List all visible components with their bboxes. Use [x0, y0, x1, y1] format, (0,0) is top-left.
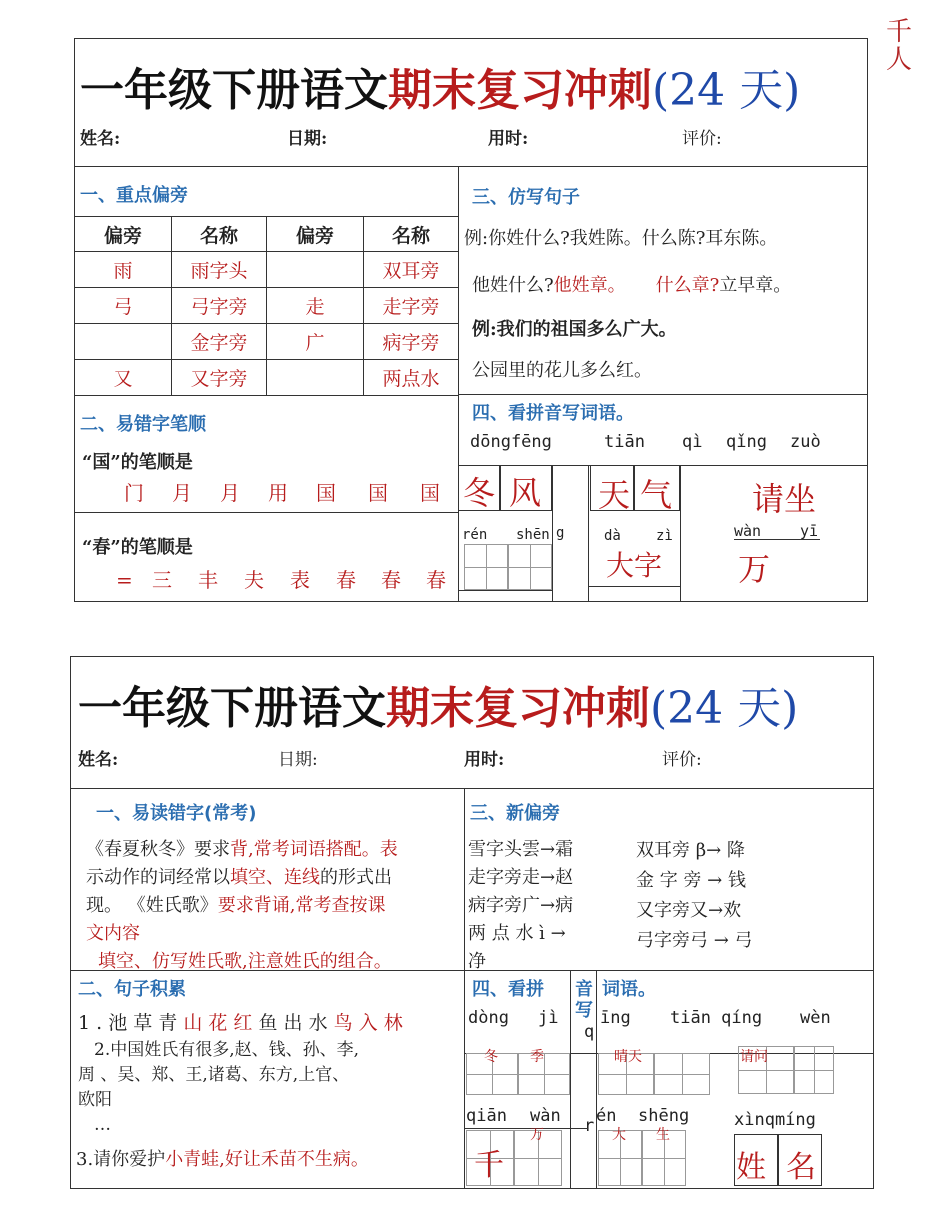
pinyin: qǐng	[726, 432, 767, 452]
text-run: 鸟 入 林	[333, 1012, 403, 1034]
stroke-step: =	[116, 568, 133, 592]
pinyin: dòng	[468, 1008, 509, 1028]
sentence-3	[76, 1145, 369, 1171]
pinyin: rén	[462, 527, 488, 543]
table-cell: 走	[267, 288, 364, 324]
text-run: 要求背诵,常考查按课	[217, 895, 386, 916]
table-cell: 走字旁	[364, 288, 459, 324]
table-cell: 又字旁	[172, 360, 267, 396]
pinyin-line	[470, 432, 821, 452]
divider	[74, 512, 458, 513]
pinyin: īng	[600, 1008, 631, 1028]
answer-part: 他姓章。	[553, 275, 626, 296]
radical-line: 双耳旁 β→ 降	[636, 840, 745, 861]
divider	[70, 788, 874, 789]
pinyin: shēn	[516, 527, 550, 543]
heading-part: 四、看拼	[472, 979, 544, 1000]
corner-watermark: 千人	[886, 17, 913, 75]
answer-char: 大	[612, 1127, 626, 1143]
table-row	[75, 288, 459, 324]
divider	[552, 465, 553, 602]
text-run: 2.中国姓氏有很多,赵、钱、孙、李,	[94, 1040, 360, 1060]
pinyin: dōngfēng	[470, 432, 552, 452]
radicals-table	[74, 216, 459, 396]
stroke-answer-chun	[116, 564, 446, 593]
text-run: 《春夏秋冬》要求	[86, 839, 230, 860]
new-radicals-left	[468, 836, 608, 976]
answer-word: 请问	[740, 1049, 768, 1065]
misread-paragraph	[86, 836, 462, 976]
pinyin: yī	[800, 522, 819, 540]
table-cell: 病字旁	[364, 324, 459, 360]
divider	[464, 1128, 588, 1129]
section-heading-pinyin: 四、看拼音写词语。	[472, 403, 634, 424]
stroke-step: 月	[220, 481, 240, 505]
divider	[458, 590, 552, 591]
pinyin: wàn	[530, 1106, 561, 1126]
text-run: 山 花 红	[183, 1012, 253, 1034]
imitate-answer-1	[472, 271, 791, 297]
answer-part: 什么章?	[655, 275, 720, 296]
section-heading-imitate: 三、仿写句子	[472, 187, 580, 208]
table-cell: 弓	[75, 288, 172, 324]
name-label: 姓名:	[80, 129, 121, 149]
radical-line: 又字旁又→欢	[636, 900, 742, 921]
table-header: 偏旁	[267, 217, 364, 252]
text-run: 填空、连线	[230, 867, 320, 888]
table-cell: 雨字头	[172, 252, 267, 288]
pinyin: én	[596, 1106, 617, 1126]
pinyin: xìnqmíng	[734, 1110, 816, 1130]
stroke-step: 表	[290, 568, 310, 592]
section-heading-sentences: 二、句子积累	[78, 979, 186, 1000]
eval-label: 评价:	[682, 129, 722, 149]
stroke-step: 国	[316, 481, 336, 505]
table-cell: 雨	[75, 252, 172, 288]
answer-word: 大字	[606, 549, 663, 582]
heading-part: 写	[575, 1000, 593, 1021]
writing-grid	[464, 544, 508, 590]
text-run: 文内容	[86, 923, 140, 944]
text-run: 示动作的词经常以	[86, 867, 230, 888]
stroke-step: 春	[381, 568, 401, 592]
text-run: 背,常考词语搭配。表	[230, 839, 398, 860]
stroke-step: 国	[368, 481, 388, 505]
title-part-black: 一年级下册语文	[80, 65, 388, 116]
pinyin: shēng	[638, 1106, 690, 1126]
divider	[74, 166, 868, 167]
radical-line: 弓字旁弓 → 弓	[636, 930, 753, 951]
stroke-question-guo: “国”的笔顺是	[82, 452, 193, 473]
writing-grid	[508, 544, 552, 590]
section-heading-stroke-order: 二、易错字笔顺	[80, 414, 206, 435]
heading-part: 词语。	[602, 979, 656, 1000]
stroke-question-chun: “春”的笔顺是	[82, 537, 193, 558]
divider	[458, 394, 868, 395]
answer-char: 千	[474, 1148, 504, 1183]
answer-char: 气	[640, 476, 673, 514]
sentence-1	[78, 1008, 403, 1035]
stroke-step: 门	[124, 481, 144, 505]
answer-char: 姓	[736, 1150, 766, 1185]
answer-char: 风	[509, 474, 542, 512]
stroke-step: 夫	[244, 568, 264, 592]
writing-grid	[794, 1046, 834, 1094]
pinyin: q	[584, 1022, 595, 1042]
table-header: 偏旁	[75, 217, 172, 252]
table-cell: 广	[267, 324, 364, 360]
pinyin: tiān	[604, 432, 645, 452]
time-label: 用时:	[464, 750, 505, 770]
divider	[570, 970, 571, 1189]
text-run: 3.请你爱护	[76, 1149, 166, 1170]
pinyin: g	[556, 525, 565, 541]
table-cell	[267, 360, 364, 396]
divider	[680, 465, 681, 602]
text-run: …	[94, 1115, 111, 1135]
table-cell: 两点水	[364, 360, 459, 396]
stroke-answer-guo	[124, 477, 440, 506]
answer-char: 万	[738, 550, 771, 588]
text-run: 现。 《姓氏歌》	[86, 895, 218, 916]
text-run: 填空、仿写姓氏歌,注意姓氏的组合。	[98, 951, 392, 972]
divider	[734, 539, 820, 540]
answer-part: 立早章。	[719, 275, 792, 296]
imitate-example-1: 例:你姓什么?我姓陈。什么陈?耳东陈。	[464, 228, 778, 249]
answer-char: 万	[530, 1127, 544, 1143]
pinyin: qiān	[466, 1106, 507, 1126]
answer-char: 名	[786, 1150, 816, 1185]
time-label: 用时:	[488, 129, 529, 149]
writing-grid	[518, 1053, 570, 1095]
text-run: 的形式出	[320, 867, 392, 888]
pinyin: wàn	[734, 522, 762, 540]
text-run: 周 、吴、郑、王,诸葛、东方,上官、	[78, 1065, 350, 1085]
table-row	[75, 324, 459, 360]
pinyin: r	[584, 1116, 595, 1136]
name-label: 姓名:	[78, 750, 119, 770]
heading-part: 音	[575, 979, 593, 1000]
stroke-step: 国	[420, 481, 440, 505]
writing-grid	[654, 1053, 710, 1095]
table-row	[75, 360, 459, 396]
title-part-blue: (24 天)	[652, 65, 801, 116]
title-part-blue: (24 天)	[650, 683, 799, 734]
radical-line: 净	[468, 951, 486, 972]
pinyin: tiān qíng	[670, 1008, 763, 1028]
answer-word: 晴天	[614, 1049, 642, 1065]
table-cell: 金字旁	[172, 324, 267, 360]
radical-line: 病字旁广→病	[468, 895, 574, 916]
radical-line: 走字旁走→赵	[468, 867, 574, 888]
radical-line: 雪字头雲→霜	[468, 839, 574, 860]
sentence-2	[78, 1038, 462, 1138]
stroke-step: 用	[268, 481, 288, 505]
pinyin: zì	[656, 528, 673, 544]
sheet2-title	[78, 672, 798, 736]
divider	[588, 465, 589, 602]
table-cell: 又	[75, 360, 172, 396]
table-cell	[267, 252, 364, 288]
title-part-red: 期末复习冲刺	[388, 65, 652, 116]
stroke-step: 春	[426, 568, 446, 592]
divider	[588, 586, 680, 587]
answer-word: 请坐	[752, 480, 817, 518]
table-cell: 双耳旁	[364, 252, 459, 288]
radical-line: 金 字 旁 → 钱	[636, 870, 746, 891]
pinyin: dà	[604, 528, 621, 544]
section-heading-radicals: 一、重点偏旁	[80, 185, 188, 206]
answer-char: 生	[656, 1127, 670, 1143]
pinyin: qì	[682, 432, 703, 452]
answer-char: 天	[598, 476, 631, 514]
date-label: 日期:	[278, 750, 318, 770]
eval-label: 评价:	[662, 750, 702, 770]
stroke-step: 月	[172, 481, 192, 505]
title-part-red: 期末复习冲刺	[386, 683, 650, 734]
table-header: 名称	[172, 217, 267, 252]
answer-char: 季	[530, 1049, 544, 1065]
imitate-example-2: 例:我们的祖国多么广大。	[472, 319, 677, 340]
answer-char: 冬	[463, 474, 496, 512]
new-radicals-right	[636, 836, 836, 956]
stroke-step: 三	[152, 568, 172, 592]
table-row	[75, 252, 459, 288]
stroke-step: 春	[336, 568, 356, 592]
section-heading-pinyin	[472, 975, 544, 1001]
title-part-black: 一年级下册语文	[78, 683, 386, 734]
date-label: 日期:	[287, 129, 328, 149]
table-cell	[75, 324, 172, 360]
text-run: 小青蛙,好让禾苗不生病。	[165, 1149, 369, 1170]
text-run: 欧阳	[78, 1090, 112, 1110]
pinyin: zuò	[790, 432, 821, 452]
sheet1-title	[80, 54, 800, 118]
stroke-step: 丰	[198, 568, 218, 592]
answer-char: 冬	[484, 1049, 498, 1065]
radical-line: 两 点 水 ì →	[468, 923, 566, 944]
pinyin: wèn	[800, 1008, 831, 1028]
text-run: 1 . 池 草 青	[78, 1012, 178, 1034]
pinyin: jì	[538, 1008, 559, 1028]
divider	[596, 970, 597, 1189]
text-run: 鱼 出 水	[258, 1012, 328, 1034]
table-cell: 弓字旁	[172, 288, 267, 324]
table-header: 名称	[364, 217, 459, 252]
section-heading-new-radicals: 三、新偏旁	[470, 803, 560, 824]
section-heading-misread: 一、易读错字(常考)	[96, 803, 257, 824]
answer-part: 他姓什么?	[472, 275, 554, 296]
imitate-answer-2: 公园里的花儿多么红。	[472, 360, 652, 381]
